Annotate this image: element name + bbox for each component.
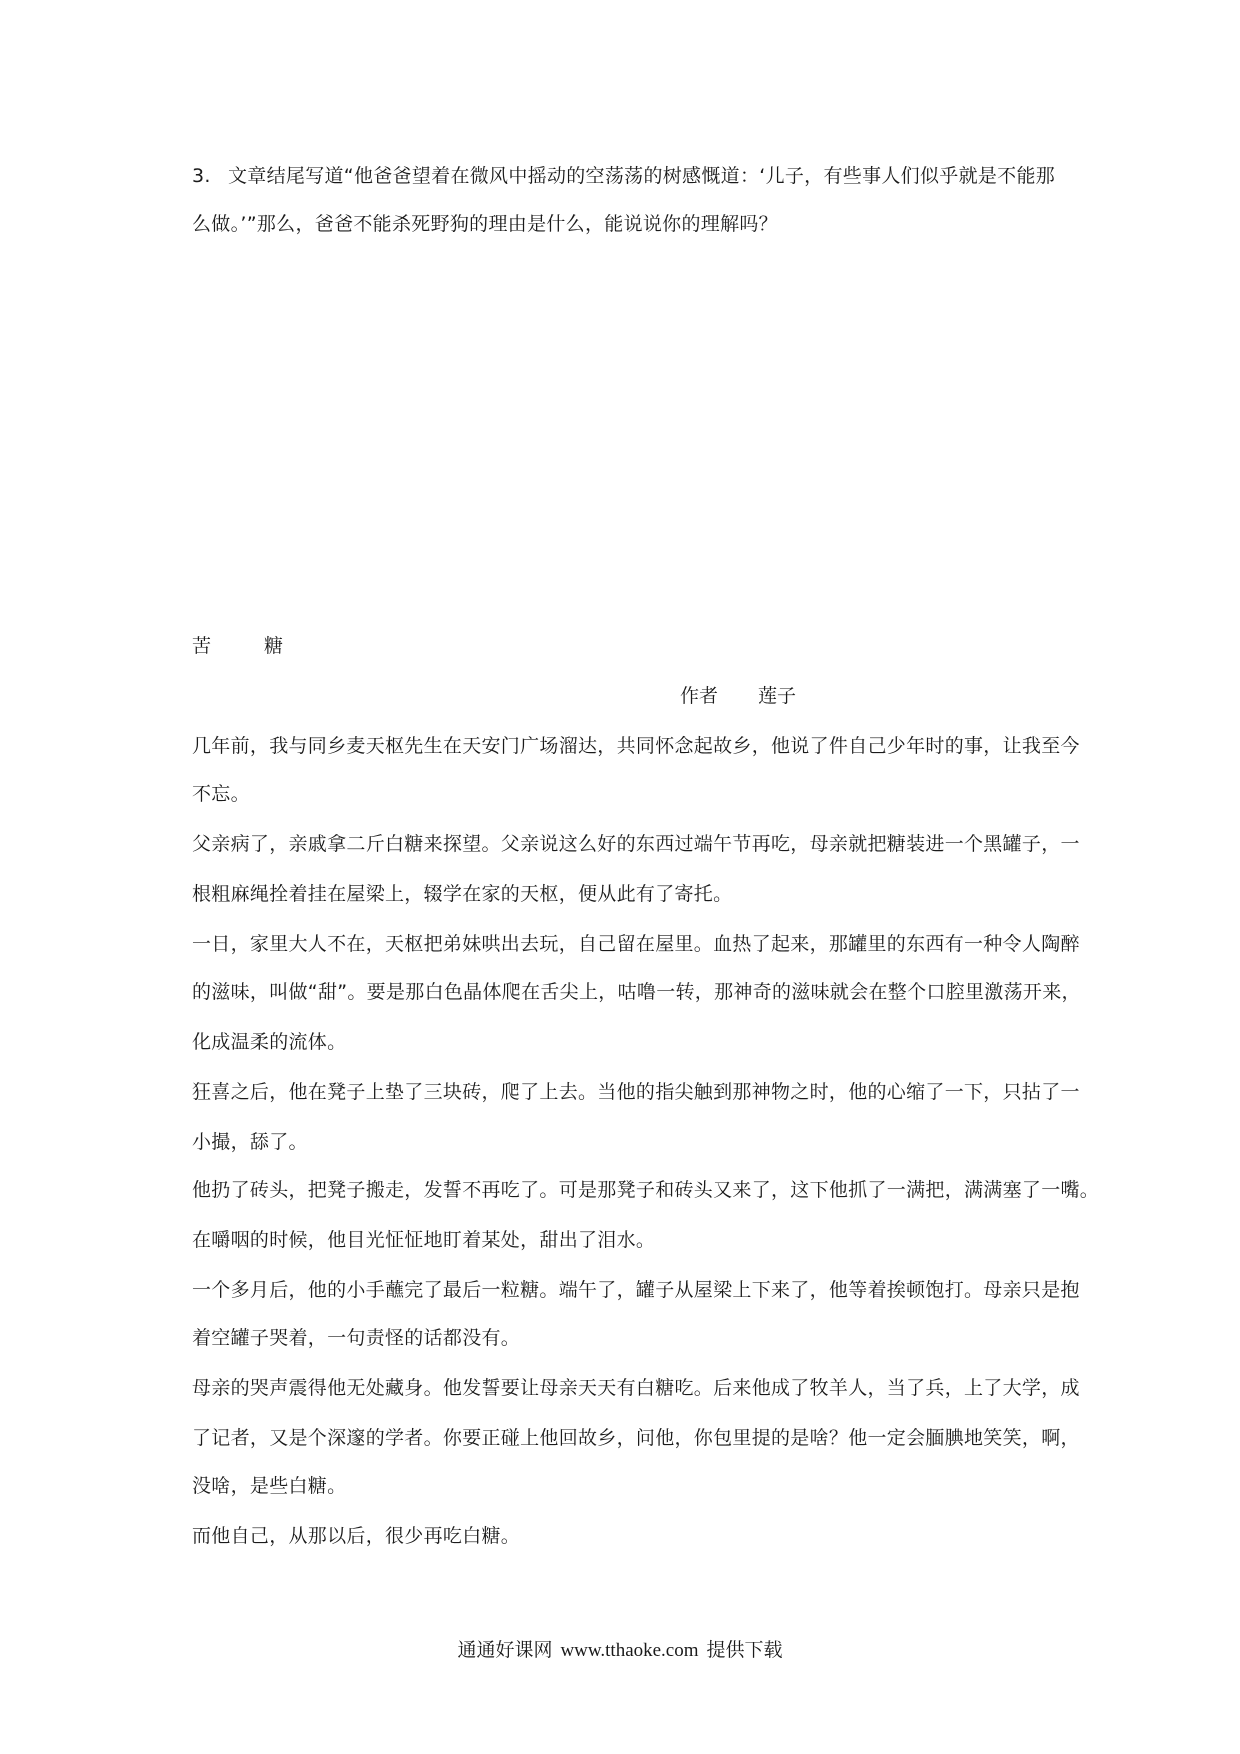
article-title-char-1: 苦 [192, 635, 212, 657]
body-line: 了记者，又是个深邃的学者。你要正碰上他回故乡，问他，你包里提的是啥？他一定会腼腆地笑笑，啊， [192, 1427, 1080, 1449]
page-footer [0, 1638, 1240, 1663]
question-line-1 [192, 164, 1062, 188]
question-number: 3. [192, 165, 211, 187]
footer-site-name: 通通好课网 [457, 1639, 553, 1661]
body-line: 一日，家里大人不在，天枢把弟妹哄出去玩，自己留在屋里。血热了起来，那罐里的东西有一种令人陶醉 [192, 933, 1080, 955]
footer-url[interactable]: www.tthaoke.com [560, 1640, 699, 1661]
body-line: 化成温柔的流体。 [192, 1031, 347, 1053]
body-line: 不忘。 [192, 783, 250, 805]
question-line-2: 么做。’”那么，爸爸不能杀死野狗的理由是什么，能说说你的理解吗？ [192, 213, 778, 235]
author-label: 作者 [680, 685, 719, 707]
body-line: 母亲的哭声震得他无处藏身。他发誓要让母亲天天有白糖吃。后来他成了牧羊人，当了兵，上了大学，成 [192, 1377, 1080, 1399]
body-line: 而他自己，从那以后，很少再吃白糖。 [192, 1525, 521, 1547]
article-byline [680, 684, 796, 708]
body-line: 着空罐子哭着，一句责怪的话都没有。 [192, 1327, 521, 1349]
body-line: 根粗麻绳拴着挂在屋梁上，辍学在家的天枢，便从此有了寄托。 [192, 883, 733, 905]
body-line: 几年前，我与同乡麦天枢先生在天安门广场溜达，共同怀念起故乡，他说了件自己少年时的事，让我至今 [192, 735, 1080, 757]
body-line: 没啥，是些白糖。 [192, 1475, 347, 1497]
footer-suffix: 提供下载 [706, 1639, 783, 1661]
body-line: 狂喜之后，他在凳子上垫了三块砖，爬了上去。当他的指尖触到那神物之时，他的心缩了一下，只拈了一 [192, 1081, 1080, 1103]
article-title-char-2: 糖 [264, 635, 284, 657]
body-line: 在嚼咽的时候，他目光怔怔地盯着某处，甜出了泪水。 [192, 1229, 656, 1251]
body-line: 小撮，舔了。 [192, 1131, 308, 1153]
body-line: 一个多月后，他的小手蘸完了最后一粒糖。端午了，罐子从屋梁上下来了，他等着挨顿饱打。母亲只是抱 [192, 1279, 1080, 1301]
body-line: 他扔了砖头，把凳子搬走，发誓不再吃了。可是那凳子和砖头又来了，这下他抓了一满把，满满塞了一嘴。 [192, 1179, 1100, 1201]
body-line: 的滋味，叫做“甜”。要是那白色晶体爬在舌尖上，咕噜一转，那神奇的滋味就会在整个口腔里激荡开来， [192, 981, 1081, 1003]
question-text-1: 文章结尾写道“他爸爸望着在微风中摇动的空荡荡的树感慨道：‘儿子，有些事人们似乎就是不能那 [228, 165, 1056, 187]
body-line: 父亲病了，亲戚拿二斤白糖来探望。父亲说这么好的东西过端午节再吃，母亲就把糖装进一个黑罐子，一 [192, 833, 1080, 855]
author-name: 莲子 [758, 685, 797, 707]
